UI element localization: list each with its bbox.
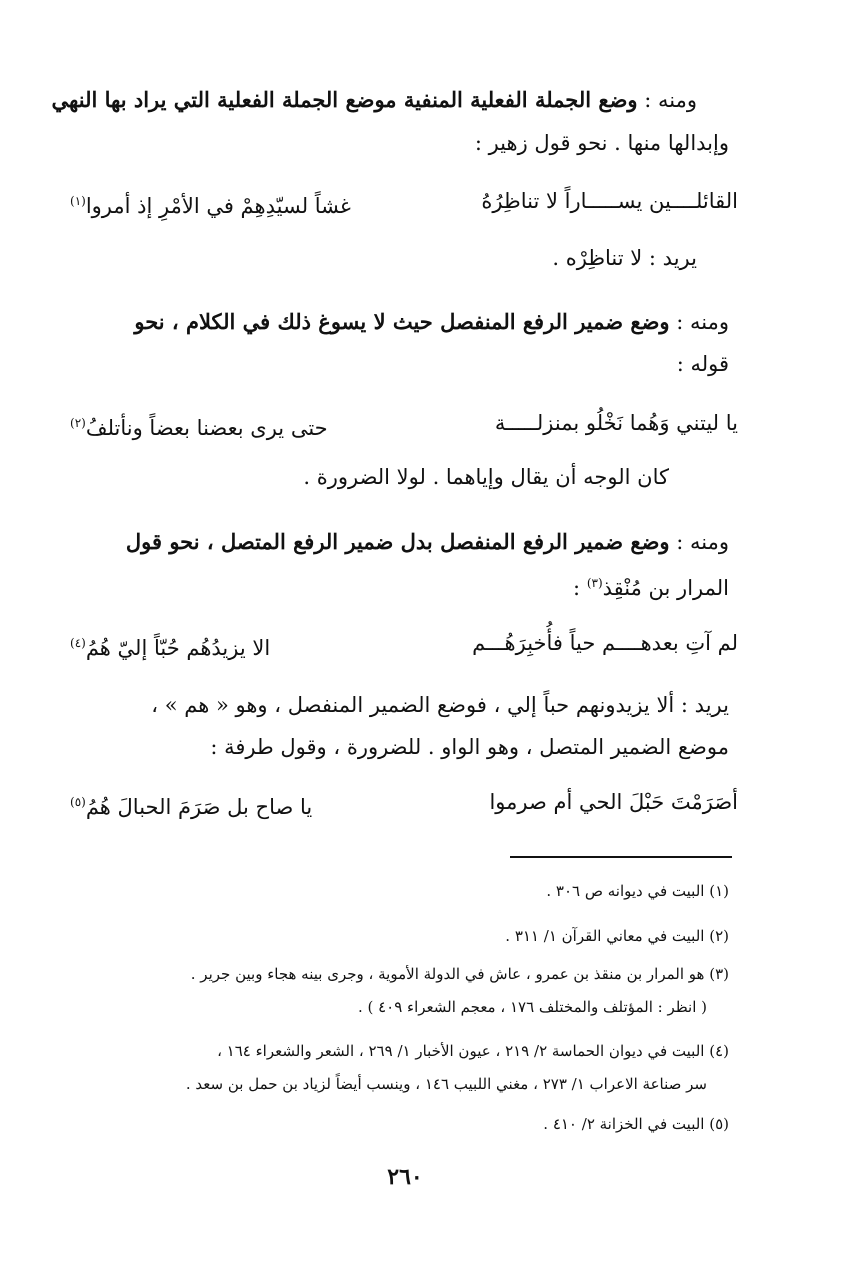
footnote-4-line-1: (٤) البيت في ديوان الحماسة ٢/ ٢١٩ ، عيون الأخبار ١/ ٢٦٩ ، الشعر والشعراء ١٦٤ ، (217, 1042, 729, 1060)
paragraph-6-line-2: موضع الضمير المتصل ، وهو الواو . للضرورة ، وقول طرفة : (210, 735, 729, 759)
page-number: ٢٦٠ (387, 1164, 423, 1190)
paragraph-1-line-2: وإبدالها منها . نحو قول زهير : (474, 131, 729, 155)
paragraph-5-line-1 (126, 527, 729, 557)
footnote-mark-2: (٢) (70, 416, 86, 430)
paragraph-1-line-1 (52, 85, 697, 115)
verse-2-second-hemistich (70, 405, 328, 446)
verse-4-first-hemistich: أصَرَمْتَ حَبْلَ الحي أم صرموا (489, 790, 738, 814)
verse-1 (70, 183, 738, 219)
paragraph-1-lead: ومنه : (644, 88, 697, 112)
footnote-5: (٥) البيت في الخزانة ٢/ ٤١٠ . (543, 1115, 729, 1133)
verse-3-first-hemistich: لم آتِ بعدهــــم حياً فأُخبِرَهُـــم (472, 631, 738, 655)
paragraph-3-line-1 (134, 307, 729, 337)
paragraph-6-line-1: يريد : ألا يزيدونهم حباً إلي ، فوضع الضمير المنفصل ، وهو « هم » ، (151, 693, 729, 717)
verse-4-second-text: يا صاح بل صَرَمَ الحبالَ هُمُ (85, 795, 313, 819)
verse-2-second-text: حتى يرى بعضنا بعضاً ونأتلفُ (85, 416, 328, 440)
verse-2 (70, 405, 738, 441)
verse-4-second-hemistich (70, 784, 312, 825)
verse-4 (70, 784, 738, 820)
verse-3-second-hemistich (70, 625, 270, 666)
paragraph-5-lead: ومنه : (676, 530, 729, 554)
verse-1-first-hemistich: القائلــــين يســـــاراً لا تناظِرُهُ (481, 189, 738, 213)
footnote-mark-5: (٥) (70, 795, 86, 809)
verse-2-first-hemistich: يا ليتني وَهُما نَخْلُو بمنزلـــــة (494, 411, 738, 435)
footnote-4-line-2: سر صناعة الاعراب ١/ ٢٧٣ ، مغني اللبيب ١٤٦ ، وينسب أيضاً لزياد بن حمل بن سعد . (185, 1075, 707, 1093)
paragraph-5-name: المرار بن مُنْقِذ (602, 576, 729, 600)
footnote-mark-3: (٣) (586, 576, 603, 590)
paragraph-5-bold: وضع ضمير الرفع المنفصل بدل ضمير الرفع المتصل ، نحو قول (125, 529, 670, 554)
verse-1-second-hemistich (70, 183, 351, 224)
paragraph-3-bold: وضع ضمير الرفع المنفصل حيث لا يسوغ ذلك في الكلام ، نحو (134, 309, 670, 334)
paragraph-3-line-2: قوله : (676, 352, 729, 376)
verse-3 (70, 625, 738, 661)
paragraph-2: يريد : لا تناظِرْه . (552, 246, 697, 270)
verse-1-second-text: غشاً لسيّدِهِمْ في الأمْرِ إذ أمروا (85, 194, 351, 218)
footnote-2: (٢) البيت في معاني القرآن ١/ ٣١١ . (505, 927, 729, 945)
paragraph-5-line-2 (573, 568, 729, 603)
paragraph-4: كان الوجه أن يقال وإياهما . لولا الضرورة . (303, 465, 669, 489)
paragraph-5-colon: : (573, 576, 587, 600)
footnote-separator (510, 856, 732, 858)
footnote-mark-4: (٤) (70, 636, 86, 650)
paragraph-3-lead: ومنه : (676, 310, 729, 334)
verse-3-second-text: الا يزيدُهُم حُبّاً إليّ هُمُ (85, 636, 271, 660)
footnote-1: (١) البيت في ديوانه ص ٣٠٦ . (546, 882, 729, 900)
footnote-3-line-2: ( انظر : المؤتلف والمختلف ١٧٦ ، معجم الشعراء ٤٠٩ ) . (357, 998, 707, 1016)
footnote-3-line-1: (٣) هو المرار بن منقذ بن عمرو ، عاش في الدولة الأموية ، وجرى بينه هجاء وبين جرير . (190, 965, 729, 983)
footnote-mark-1: (١) (70, 194, 86, 208)
paragraph-1-bold: وضع الجملة الفعلية المنفية موضع الجملة الفعلية التي يراد بها النهي (51, 87, 638, 112)
